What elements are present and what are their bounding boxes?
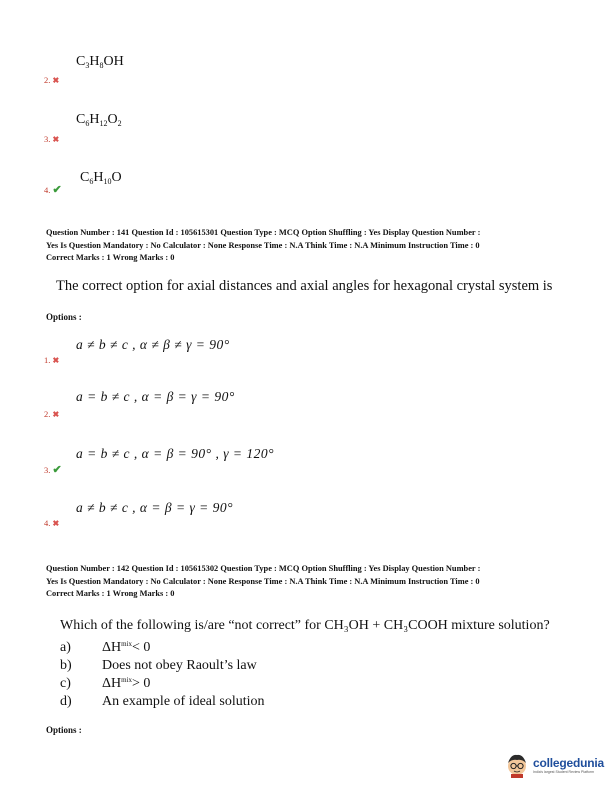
prev-option-4-number: 4. ✔ [44,184,62,196]
q141-options-label: Options : [46,312,82,322]
q141-option-1-number: 1. ✖ [44,355,60,365]
q141-meta [46,227,576,265]
brand-name: collegedunia [533,756,604,770]
q141-option-3-text: a = b ≠ c , α = β = 90° , γ = 120° [76,446,275,461]
prev-option-3-number: 3. ✖ [44,134,60,144]
wrong-mark-icon: ✖ [52,519,60,528]
q142-options-label: Options : [46,725,82,735]
statement-d: d) An example of ideal solution [60,694,265,709]
q141-meta-line1: Question Number : 141 Question Id : 105615301 Question Type : MCQ Option Shuffling : Yes Display Question Number : [46,228,481,237]
q141-option-3-number: 3. ✔ [44,464,62,476]
q142-meta [46,563,576,601]
q142-stem-formula: CH₃OH + CH₃COOH mixture solution? [324,618,550,633]
prev-option-4-formula: $C_6H_{10}O$ [80,170,122,186]
q141-meta-line3: Correct Marks : 1 Wrong Marks : 0 [46,253,175,262]
statement-c: c) ΔH mix > 0 [60,676,151,691]
q141-stem: The correct option for axial distances and axial angles for hexagonal crystal system is [56,278,553,294]
mascot-icon [505,752,529,778]
wrong-mark-icon: ✖ [52,76,60,85]
correct-check-icon: ✔ [52,184,62,196]
q142-meta-line1: Question Number : 142 Question Id : 105615302 Question Type : MCQ Option Shuffling : Yes Display Question Number : [46,564,481,573]
prev-option-2-formula: $C_3H_8OH$ [76,54,124,70]
q141-option-4-text: a ≠ b ≠ c , α = β = γ = 90° [76,500,234,515]
q141-option-2-number: 2. ✖ [44,409,60,419]
q142-statements [60,640,460,712]
prev-option-3-formula: $C_6H_{12}O_2$ [76,112,122,128]
correct-check-icon: ✔ [52,464,62,476]
q142-meta-line3: Correct Marks : 1 Wrong Marks : 0 [46,589,175,598]
wrong-mark-icon: ✖ [52,356,60,365]
statement-a: a) ΔH mix < 0 [60,640,151,655]
collegedunia-logo [505,752,604,778]
q141-option-2-text: a = b ≠ c , α = β = γ = 90° [76,389,235,404]
statement-b: b) Does not obey Raoult’s law [60,658,257,673]
q141-option-1-text: a ≠ b ≠ c , α ≠ β ≠ γ = 90° [76,337,230,352]
q141-option-4-number: 4. ✖ [44,518,60,528]
q141-meta-line2: Yes Is Question Mandatory : No Calculator : None Response Time : N.A Think Time : N.A Minimum Instruction Time : 0 [46,240,480,250]
q142-stem [60,618,550,634]
q142-stem-text: Which of the following is/are “not correct” for [60,618,321,633]
prev-option-2-number: 2. ✖ [44,75,60,85]
brand-tagline: India's largest Student Review Platform [533,770,595,774]
q142-meta-line2: Yes Is Question Mandatory : No Calculator : None Response Time : N.A Think Time : N.A Minimum Instruction Time : 0 [46,576,480,586]
wrong-mark-icon: ✖ [52,410,60,419]
wrong-mark-icon: ✖ [52,135,60,144]
